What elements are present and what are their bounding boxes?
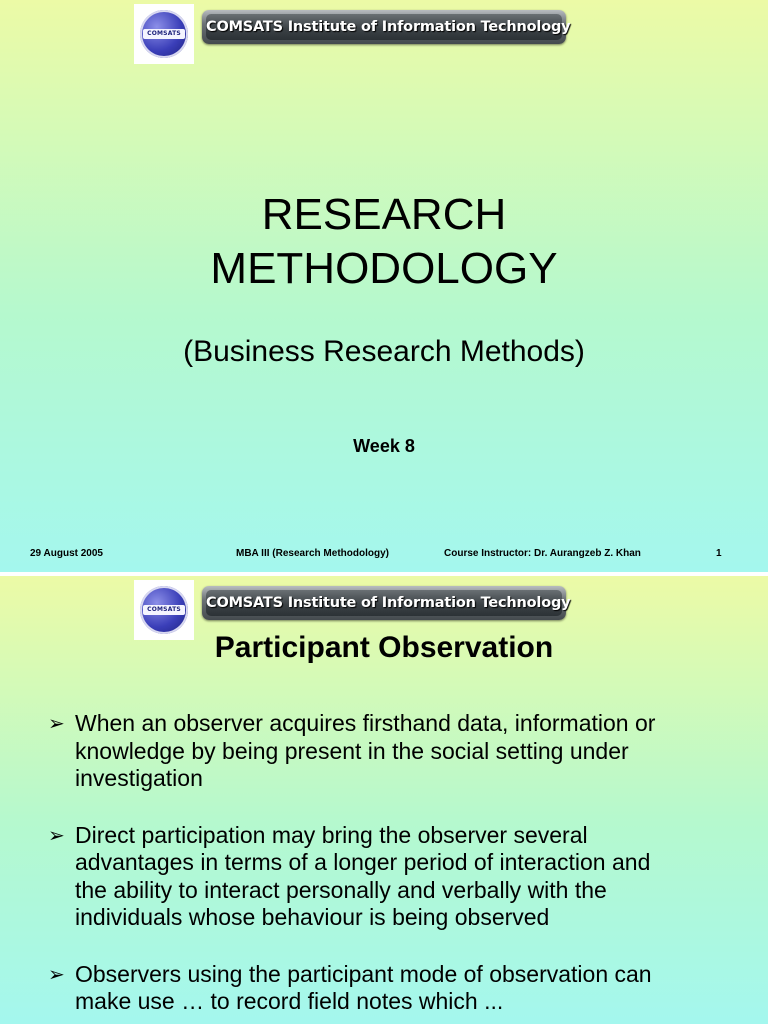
bullet-line: the ability to interact personally and verbally with the [75, 876, 607, 903]
bullet-item [46, 710, 736, 793]
footer-course: MBA III (Research Methodology) [236, 548, 389, 559]
globe-icon [140, 586, 188, 634]
bullet-item [46, 822, 736, 932]
institution-banner-text: COMSATS Institute of Information Technology [206, 14, 562, 40]
arrowhead-bullet-icon: ➢ [48, 961, 65, 986]
footer-date: 29 August 2005 [30, 548, 103, 559]
bullet-line: advantages in terms of a longer period of interaction and [75, 849, 651, 875]
bullet-item [46, 961, 736, 1016]
bullet-list [46, 710, 736, 1024]
slide-subtitle: (Business Research Methods) [183, 335, 585, 368]
bullet-line: make use … to record field notes which ... [75, 988, 504, 1014]
slide-title-line: METHODOLOGY [210, 244, 558, 293]
bullet-line: individuals whose behaviour is being observed [75, 904, 550, 930]
content-slide [0, 576, 768, 1024]
institution-banner-text: COMSATS Institute of Information Technology [206, 590, 562, 616]
comsats-logo [134, 4, 194, 64]
logo-text: COMSATS [143, 605, 185, 615]
institution-banner [202, 10, 571, 44]
bullet-line: When an observer acquires firsthand data, information or [75, 710, 656, 736]
slide-heading: Participant Observation [214, 631, 554, 664]
bullet-line: Observers using the participant mode of observation can [75, 960, 652, 987]
slide-title-line: RESEARCH [261, 190, 507, 239]
footer-instructor: Course Instructor: Dr. Aurangzeb Z. Khan [444, 548, 641, 559]
bullet-line: Direct participation may bring the observer several [75, 821, 588, 848]
institution-banner [202, 586, 571, 620]
arrowhead-bullet-icon: ➢ [48, 711, 65, 735]
globe-icon [140, 10, 188, 58]
arrowhead-bullet-icon: ➢ [48, 822, 65, 847]
bullet-line: investigation [75, 765, 203, 791]
logo-text: COMSATS [143, 29, 185, 39]
week-label: Week 8 [353, 436, 415, 456]
footer-page-number: 1 [716, 548, 722, 559]
bullet-line: knowledge by being present in the social setting under [75, 737, 629, 764]
slide-title [0, 188, 768, 296]
